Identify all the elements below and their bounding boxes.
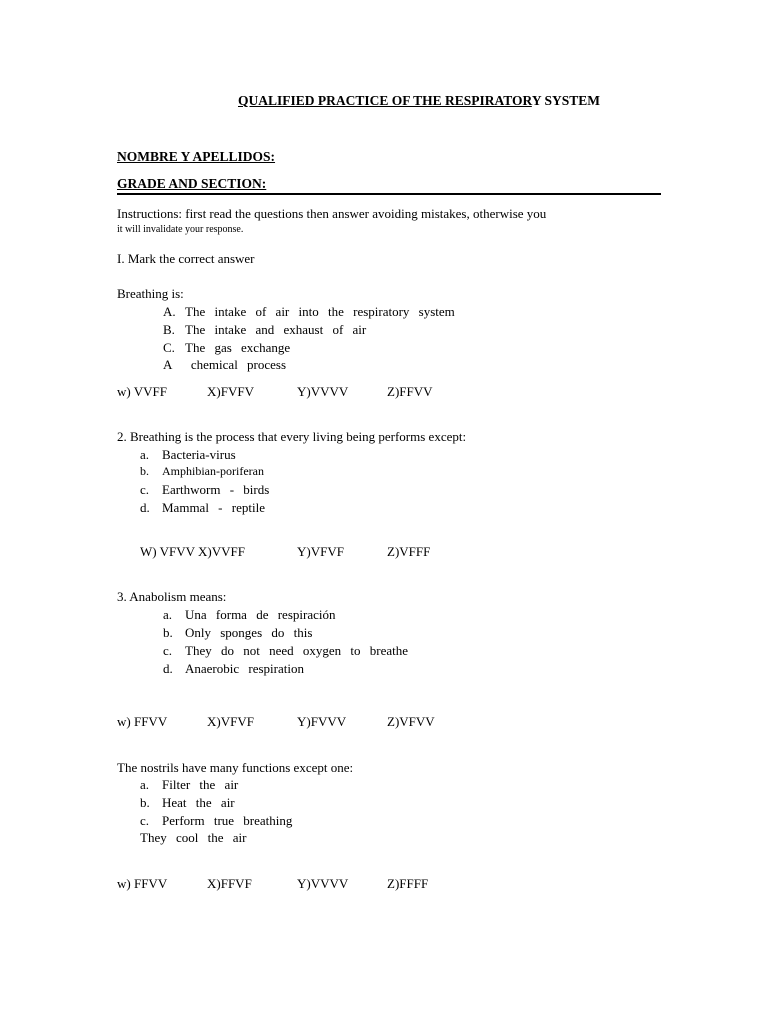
question-3-option: [163, 625, 312, 641]
option-text: Anaerobic respiration: [185, 661, 304, 676]
option-label: B.: [163, 322, 175, 337]
question-4-stem: The nostrils have many functions except one:: [117, 760, 354, 775]
answer-choice-z: Z)VFVV: [387, 714, 435, 729]
question-1-option: [163, 357, 286, 373]
title-rest-part: Y SYSTEM: [531, 93, 600, 108]
header-divider: [117, 193, 661, 195]
option-text: They cool the air: [140, 830, 247, 845]
option-label: A: [163, 357, 173, 372]
option-text: They do not need oxygen to breathe: [185, 643, 408, 658]
option-label: c.: [140, 813, 150, 828]
option-label: A.: [163, 304, 176, 319]
answer-choice-y: Y)VVVV: [297, 876, 349, 891]
answer-choice-w: w) VVFF: [117, 384, 167, 399]
section-heading: I. Mark the correct answer: [117, 251, 255, 266]
question-4-option: [140, 830, 246, 846]
answer-choice-z: Z)FFFF: [387, 876, 429, 891]
option-label: C.: [163, 340, 175, 355]
question-1-stem: Breathing is:: [117, 286, 184, 301]
question-2-stem: 2. Breathing is the process that every living being performs except:: [117, 429, 467, 444]
option-text: Filter the air: [162, 777, 239, 792]
option-text: The intake of air into the respiratory system: [185, 304, 455, 319]
option-label: a.: [140, 447, 150, 462]
instructions-line-1: Instructions: first read the questions then answer avoiding mistakes, otherwise you: [117, 206, 547, 221]
name-label: NOMBRE Y APELLIDOS:: [117, 149, 276, 164]
option-text: Una forma de respiración: [185, 607, 336, 622]
question-4-option: [140, 795, 235, 811]
option-text: Heat the air: [162, 795, 235, 810]
question-4-option: [140, 813, 292, 829]
question-3-option: [163, 661, 304, 677]
option-text: The gas exchange: [185, 340, 291, 355]
question-2-option: [140, 482, 269, 498]
question-3-option: [163, 607, 335, 623]
document-title: [238, 93, 600, 109]
option-text: Mammal - reptile: [162, 500, 265, 515]
option-label: b.: [140, 795, 150, 810]
answer-choice-x: X)FVFV: [207, 384, 254, 399]
question-1-option: [163, 340, 290, 356]
answer-choice-w: w) FFVV: [117, 876, 168, 891]
question-2-option: [140, 500, 265, 516]
question-1-option: [163, 304, 455, 320]
option-label: b.: [163, 625, 173, 640]
grade-label: GRADE AND SECTION:: [117, 176, 267, 191]
question-4-option: [140, 777, 238, 793]
question-3-stem: 3. Anabolism means:: [117, 589, 227, 604]
option-label: d.: [140, 500, 150, 515]
answer-choice-y: Y)VFVF: [297, 544, 344, 559]
question-1-option: [163, 322, 366, 338]
option-label: d.: [163, 661, 173, 676]
option-label: a.: [140, 777, 150, 792]
option-label: a.: [163, 607, 173, 622]
answer-choice-x: X)VFVF: [207, 714, 254, 729]
answer-choice-y: Y)VVVV: [297, 384, 349, 399]
option-text: Bacteria-virus: [162, 447, 236, 462]
option-label: b.: [140, 464, 149, 478]
answer-choice-y: Y)FVVV: [297, 714, 347, 729]
option-text: Only sponges do this: [185, 625, 313, 640]
answer-choice-x: X)FFVF: [207, 876, 252, 891]
answer-choice-z: Z)VFFF: [387, 544, 431, 559]
answer-choice-w-x: W) VFVV X)VVFF: [140, 544, 245, 559]
answer-choice-z: Z)FFVV: [387, 384, 433, 399]
option-label: c.: [140, 482, 150, 497]
option-label: c.: [163, 643, 173, 658]
question-2-option: [140, 447, 236, 463]
question-3-option: [163, 643, 408, 659]
option-text: Perform true breathing: [162, 813, 293, 828]
title-underlined-part: QUALIFIED PRACTICE OF THE RESPIRATOR: [238, 93, 532, 108]
option-text: Amphibian-poriferan: [162, 464, 264, 478]
answer-choice-w: w) FFVV: [117, 714, 168, 729]
option-text: chemical process: [190, 357, 287, 372]
option-text: The intake and exhaust of air: [185, 322, 367, 337]
option-text: Earthworm - birds: [162, 482, 270, 497]
instructions-line-2: it will invalidate your response.: [117, 224, 244, 235]
question-2-option: [140, 464, 264, 479]
